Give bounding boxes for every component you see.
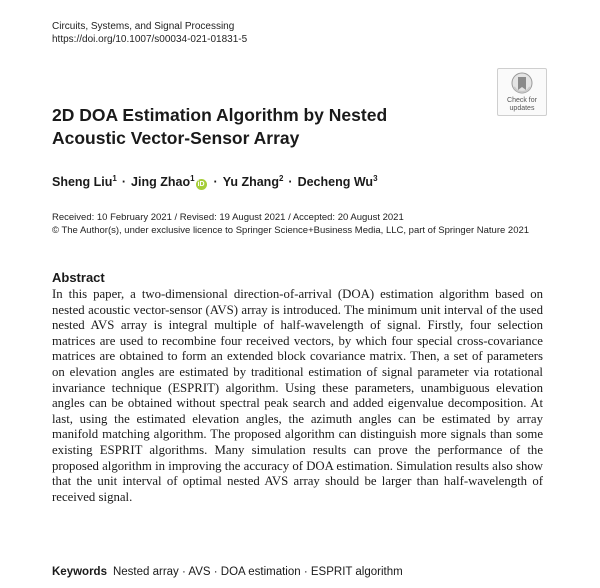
journal-info bbox=[52, 20, 247, 46]
author-separator: · bbox=[121, 175, 127, 190]
author-list bbox=[52, 174, 378, 190]
doi-link[interactable]: https://doi.org/10.1007/s00034-021-01831-5 bbox=[52, 34, 248, 45]
author[interactable]: Yu Zhang$^2$ bbox=[222, 174, 284, 190]
author[interactable]: Jing Zhao$^1$ bbox=[131, 174, 195, 190]
abstract-text: In this paper, a two-dimensional direction-of-arrival (DOA) estimation algorithm based on nested acoustic vector-sensor (AVS) array is introduced. The minimum unit interval of the used nested AVS array is integral multiple of half-wavelength of signal. Firstly, four selection matrices are used to recombine four received vectors, by which four special cross-covariance matrices are obtained to form an extended block covariance matrix. Then, a set of parameters on elevation angles are estimated by traditional estimation of signal parameter via rotational invariance technique (ESPRIT) algorithm. Using these parameters, unambiguous elevation angles can be obtained without spectral peak search and added eigenvalue decomposition. At last, using the estimated elevation angles, the azimuth angles can be estimated by array manifold matching algorithm. The proposed algorithm can distinguish more signals than some existing ESPRIT algorithms. Many simulation results can prove the performance of the proposed algorithm in improving the accuracy of DOA estimation. Simulation results also show that the unit interval of optimal nested AVS array should be larger than half-wavelength of received signal. bbox=[52, 287, 543, 504]
author-separator: · bbox=[288, 175, 293, 190]
badge-text-line2: updates bbox=[509, 105, 535, 112]
copyright-line: © The Author(s), under exclusive licence to Springer Science+Business Media, LLC, part of Springer Nature 2021 bbox=[52, 225, 530, 236]
author[interactable]: Sheng Liu$^1$ bbox=[52, 174, 117, 190]
journal-name: Circuits, Systems, and Signal Processing bbox=[52, 21, 235, 32]
author-separator: · bbox=[213, 175, 218, 190]
keywords-label: Keywords bbox=[52, 566, 107, 578]
author[interactable]: Decheng Wu$^3$ bbox=[297, 174, 378, 190]
keywords-line bbox=[52, 566, 403, 578]
bookmark-check-icon bbox=[511, 72, 533, 96]
abstract-heading: Abstract bbox=[52, 270, 105, 285]
keywords-text: Nested array · AVS · DOA estimation · ESPRIT algorithm bbox=[112, 566, 403, 578]
check-for-updates-badge[interactable] bbox=[497, 68, 547, 116]
orcid-icon[interactable]: iD bbox=[197, 181, 205, 189]
badge-text-line1: Check for bbox=[507, 97, 537, 104]
date-history: Received: 10 February 2021 / Revised: 19 August 2021 / Accepted: 20 August 2021 bbox=[52, 212, 404, 223]
publication-dates bbox=[52, 211, 529, 237]
paper-title: 2D DOA Estimation Algorithm by Nested Acoustic Vector-Sensor Array bbox=[52, 105, 388, 148]
